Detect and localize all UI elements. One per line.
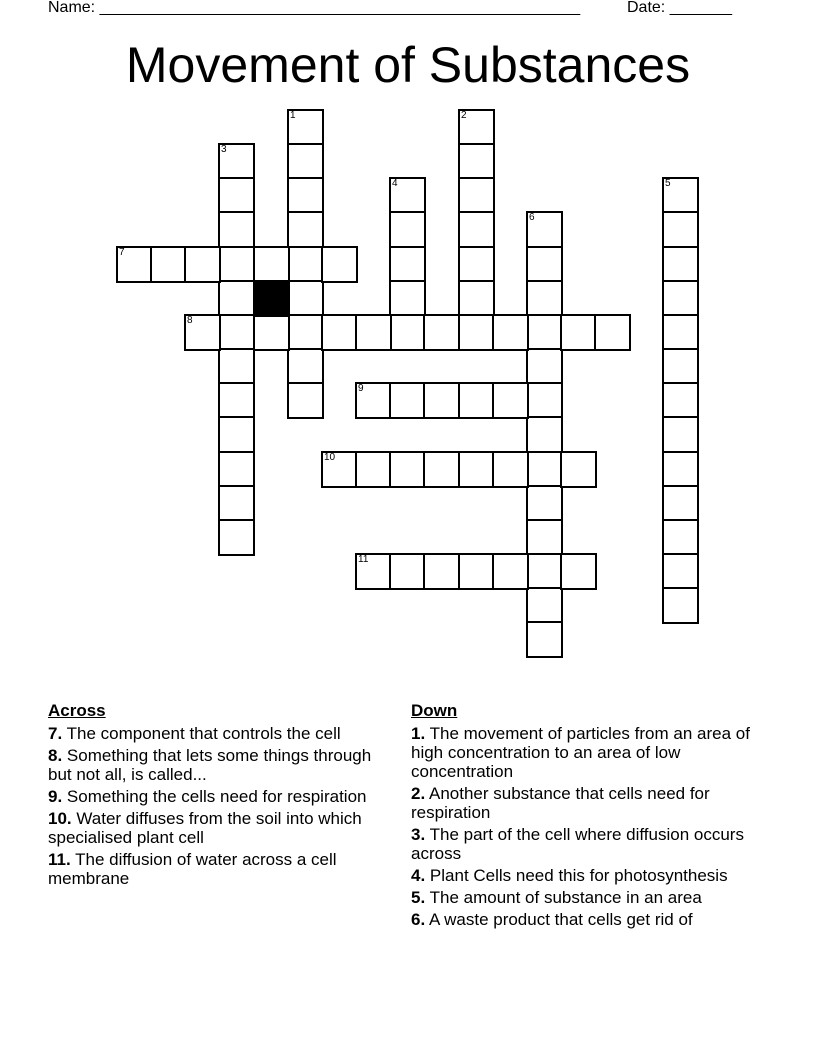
clue-across-11 [48,850,388,888]
clue-across-8 [48,746,388,784]
crossword-cell[interactable] [561,315,596,350]
crossword-cell[interactable] [288,178,323,213]
clue-number: 8. [48,746,63,765]
across-clues [48,701,388,891]
crossword-cell[interactable] [288,383,323,418]
page-title: Movement of Substances [125,37,691,93]
crossword-cell[interactable] [356,554,391,589]
crossword-cell[interactable] [527,622,562,657]
crossword-cell[interactable] [219,486,254,521]
crossword-cell[interactable] [459,110,494,145]
crossword-cell[interactable] [219,281,254,316]
crossword-cell[interactable] [663,178,698,213]
crossword-cell[interactable] [663,383,698,418]
crossword-cell[interactable] [663,247,698,282]
clue-number: 9. [48,787,63,806]
crossword-cell[interactable] [288,281,323,316]
crossword-cell[interactable] [663,315,698,350]
crossword-cell[interactable] [527,588,562,623]
clue-number-label: 11 [358,554,369,565]
crossword-cell[interactable] [459,554,494,589]
crossword-cell[interactable] [288,349,323,384]
crossword-cell[interactable] [459,315,494,350]
crossword-cell[interactable] [663,281,698,316]
crossword-cell[interactable] [288,110,323,145]
crossword-cell[interactable] [459,281,494,316]
crossword-cell[interactable] [288,315,323,350]
crossword-cell[interactable] [663,452,698,487]
crossword-cell[interactable] [219,349,254,384]
crossword-cell[interactable] [219,417,254,452]
crossword-cell[interactable] [322,315,357,350]
crossword-cell[interactable] [527,349,562,384]
crossword-cell[interactable] [219,452,254,487]
crossword-cell[interactable] [459,144,494,179]
crossword-cell[interactable] [527,212,562,247]
crossword-cell[interactable] [219,520,254,555]
crossword-cell[interactable] [459,247,494,282]
crossword-cell[interactable] [219,315,254,350]
clue-number: 7. [48,724,63,743]
crossword-cell[interactable] [493,452,528,487]
crossword-cell[interactable] [219,212,254,247]
crossword-cell[interactable] [663,349,698,384]
clue-number-label: 1 [290,110,296,121]
name-field[interactable]: Name: ______________________________________________________ [48,0,581,16]
crossword-cell[interactable] [663,554,698,589]
clue-number-label: 9 [358,383,364,394]
crossword-cell[interactable] [288,212,323,247]
clue-text: The part of the cell where diffusion occurs across [411,825,744,863]
crossword-cell[interactable] [663,520,698,555]
clue-number-label: 4 [392,178,398,189]
clue-number: 11. [48,850,71,869]
crossword-cell[interactable] [527,383,562,418]
crossword-cell[interactable] [527,315,562,350]
crossword-cell[interactable] [288,144,323,179]
crossword-cell[interactable] [356,452,391,487]
crossword-cell[interactable] [663,588,698,623]
crossword-cell[interactable] [356,383,391,418]
crossword-cell[interactable] [424,452,459,487]
crossword-cell[interactable] [185,315,220,350]
crossword-cell[interactable] [254,315,289,350]
clue-across-7 [48,724,388,743]
clue-text: The amount of substance in an area [429,888,702,907]
clue-text: The component that controls the cell [66,724,341,743]
crossword-cell[interactable] [561,452,596,487]
clue-number-label: 6 [529,212,535,223]
clue-across-9 [48,787,388,806]
clue-text: Water diffuses from the soil into which specialised plant cell [48,809,362,847]
crossword-cell[interactable] [527,417,562,452]
crossword-cell[interactable] [663,417,698,452]
down-clues [411,701,756,932]
crossword-cell[interactable] [288,247,323,282]
crossword-cell[interactable] [663,486,698,521]
across-heading: Across [48,701,106,720]
crossword-cell[interactable] [219,383,254,418]
crossword-cell[interactable] [151,247,186,282]
clue-text: Plant Cells need this for photosynthesis [429,866,728,885]
crossword-cell[interactable] [390,247,425,282]
crossword-cell[interactable] [185,247,220,282]
clue-number: 5. [411,888,426,907]
crossword-cell[interactable] [390,383,425,418]
clue-number-label: 3 [221,144,227,155]
clue-text: Something that lets some things through but not all, is called... [48,746,372,784]
clue-number: 6. [411,910,426,929]
crossword-cell[interactable] [527,554,562,589]
crossword-cell[interactable] [527,281,562,316]
crossword-cell[interactable] [459,452,494,487]
clue-number: 3. [411,825,426,844]
crossword-cell[interactable] [219,144,254,179]
crossword-cell[interactable] [561,554,596,589]
crossword-cell[interactable] [527,452,562,487]
crossword-cell[interactable] [459,178,494,213]
crossword-cell[interactable] [527,486,562,521]
clue-text: The diffusion of water across a cell membrane [48,850,337,888]
clue-across-10 [48,809,388,847]
clue-number-label: 8 [187,315,193,326]
clue-down-1 [411,724,756,781]
crossword-cell[interactable] [254,247,289,282]
crossword-cell[interactable] [493,315,528,350]
crossword-cell[interactable] [424,554,459,589]
crossword-cell[interactable] [219,178,254,213]
crossword-cell[interactable] [322,247,357,282]
crossword-cell[interactable] [322,452,357,487]
date-field[interactable]: Date: _______ [627,0,732,16]
clue-number-label: 2 [461,110,467,121]
clue-down-2 [411,784,756,822]
crossword-cell[interactable] [390,212,425,247]
clue-number: 1. [411,724,426,743]
crossword-cell[interactable] [356,315,391,350]
clue-down-6 [411,910,756,929]
crossword-cell[interactable] [493,554,528,589]
crossword-cell[interactable] [390,178,425,213]
clue-number: 10. [48,809,72,828]
clue-text: Another substance that cells need for respiration [411,784,710,822]
crossword-cell[interactable] [117,247,152,282]
clue-text: A waste product that cells get rid of [428,910,693,929]
crossword-cell[interactable] [493,383,528,418]
clue-text: Something the cells need for respiration [66,787,367,806]
clue-number: 4. [411,866,426,885]
clue-number: 2. [411,784,426,803]
crossword-cell[interactable] [663,212,698,247]
crossword-cell[interactable] [527,247,562,282]
crossword-cell[interactable] [390,554,425,589]
clue-number-label: 7 [119,247,125,258]
clue-number-label: 10 [324,452,336,463]
black-cell [254,281,289,316]
clue-down-5 [411,888,756,907]
crossword-cell[interactable] [527,520,562,555]
crossword-cell[interactable] [459,212,494,247]
crossword-cell[interactable] [390,281,425,316]
clue-text: The movement of particles from an area of high concentration to an area of low concentration [411,724,750,781]
crossword-cell[interactable] [424,315,459,350]
clue-down-3 [411,825,756,863]
clue-number-label: 5 [665,178,671,189]
clue-down-4 [411,866,756,885]
crossword-cell[interactable] [390,315,425,350]
crossword-cell[interactable] [424,383,459,418]
crossword-cell[interactable] [219,247,254,282]
down-heading: Down [411,701,458,720]
crossword-cell[interactable] [595,315,630,350]
crossword-cell[interactable] [390,452,425,487]
crossword-cell[interactable] [459,383,494,418]
